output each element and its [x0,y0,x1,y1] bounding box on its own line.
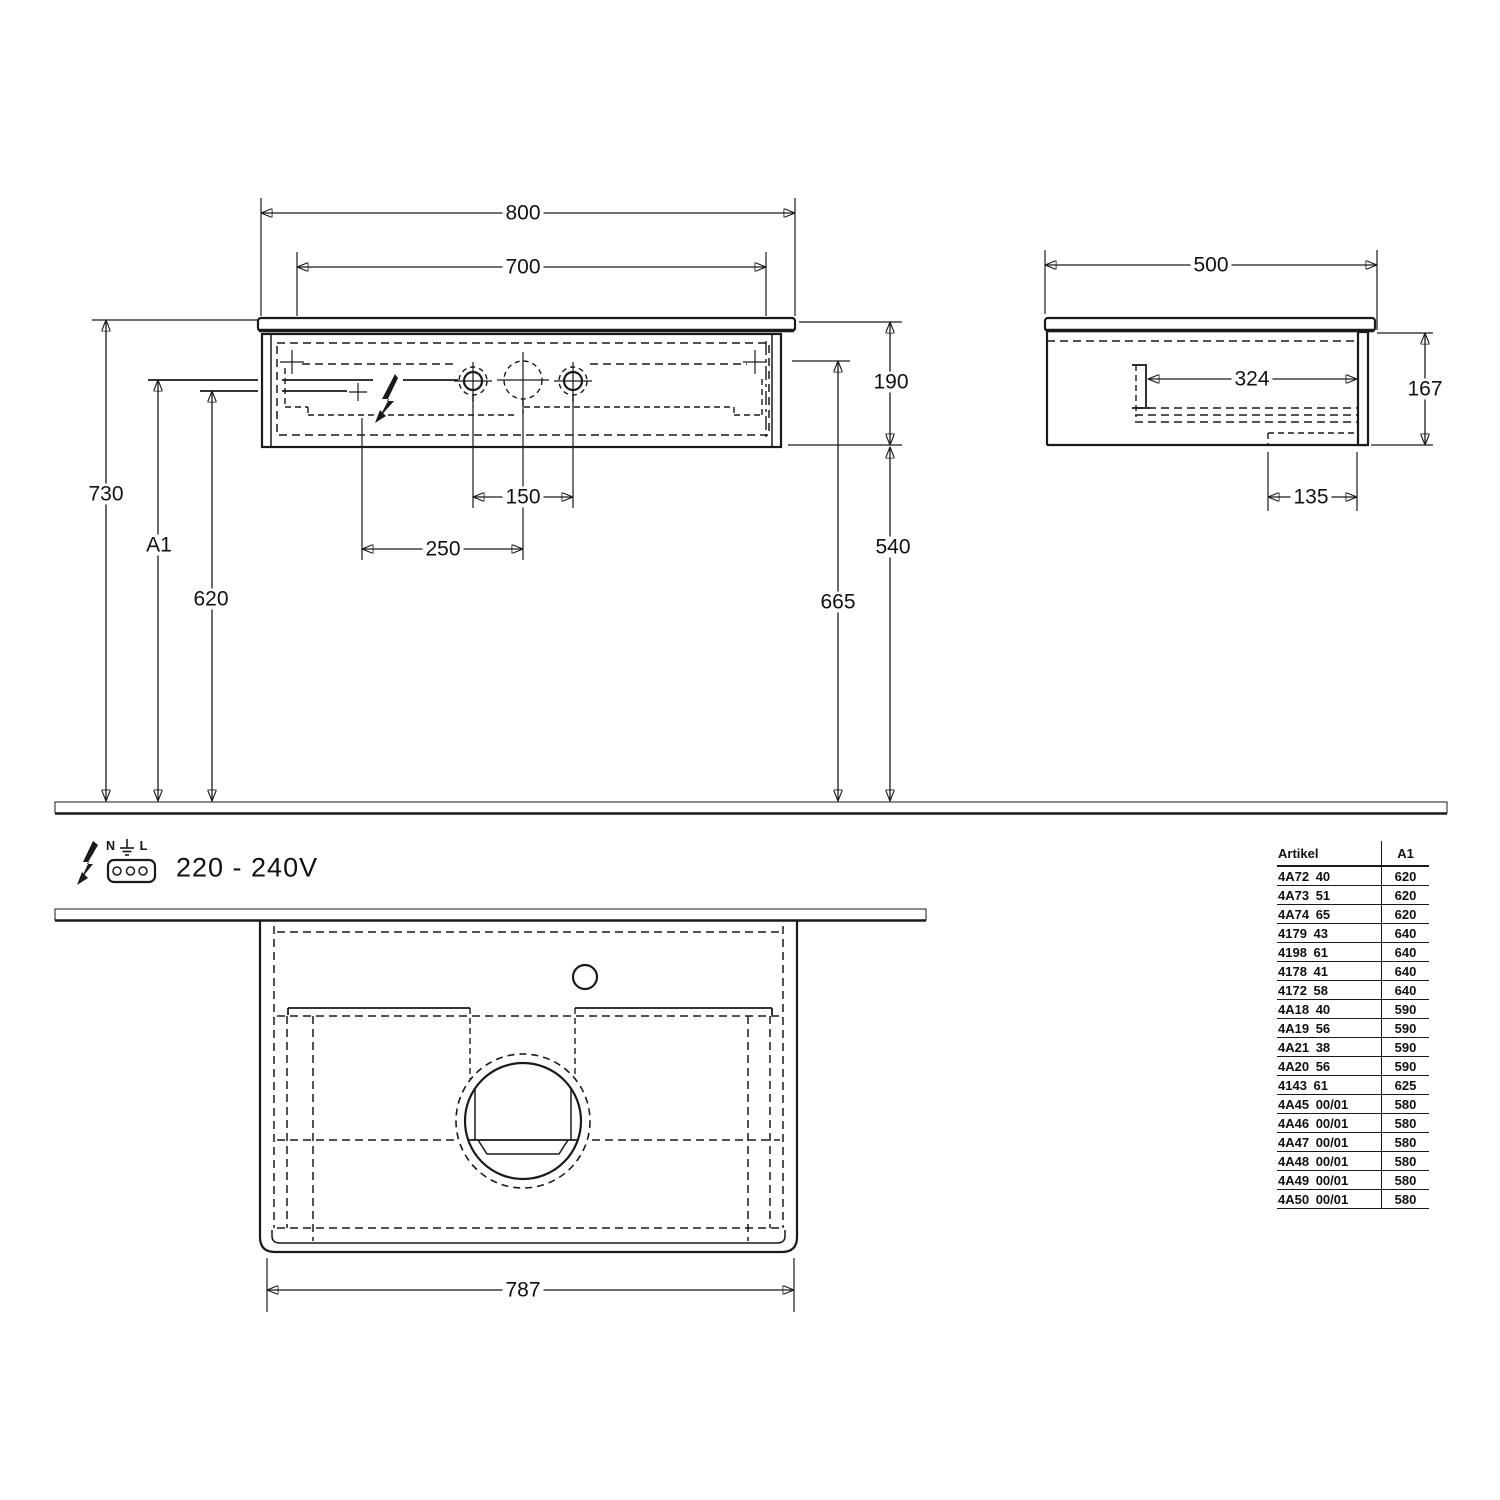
dim-label-135: 135 [1290,487,1331,508]
header-artikel: Artikel [1278,845,1319,861]
table-row: 4198 61 640 [1277,943,1429,962]
dim-label-730: 730 [85,484,126,505]
table-row: 4A18 40 590 [1277,1000,1429,1019]
table-row: 4A74 65 620 [1277,905,1429,924]
table-row: 4A50 00/01 580 [1277,1190,1429,1209]
back-panel-section [1358,332,1368,445]
article-table [1277,841,1429,1209]
neutral-label: N [105,838,116,853]
wall-line-upper [55,802,1447,814]
dim-label-665: 665 [817,592,858,613]
front-view [92,198,902,801]
table-row: 4A19 56 590 [1277,1019,1429,1038]
table-row: 4A20 56 590 [1277,1057,1429,1076]
header-a1: A1 [1381,841,1429,865]
tap-hole-plan [573,965,597,989]
wall-bracket [1132,365,1150,417]
line-label: L [139,838,148,853]
dim-label-620: 620 [190,589,231,610]
table-row: 4179 43 640 [1277,924,1429,943]
lightning-icon [77,841,98,885]
table-row: 4A21 38 590 [1277,1038,1429,1057]
plan-view [260,920,797,1312]
table-row: 4143 61 625 [1277,1076,1429,1095]
table-row: 4A45 00/01 580 [1277,1095,1429,1114]
voltage-label: 220 - 240V [176,852,319,883]
table-row: 4A72 40 620 [1277,867,1429,886]
article-table-header [1277,841,1429,867]
table-row: 4178 41 640 [1277,962,1429,981]
dim-label-190: 190 [870,372,911,393]
dim-label-540: 540 [872,537,913,558]
table-row: 4A46 00/01 580 [1277,1114,1429,1133]
basin-outline-plan [260,920,797,1252]
dim-label-324: 324 [1231,369,1272,390]
dim-label-500: 500 [1190,255,1231,276]
table-row: 4A73 51 620 [1277,886,1429,905]
dim-label-a1: A1 [143,535,175,556]
earth-ground-icon [120,839,134,855]
socket-icon [108,860,155,882]
dim-label-700: 700 [502,257,543,278]
table-row: 4A47 00/01 580 [1277,1133,1429,1152]
dim-label-787: 787 [502,1280,543,1301]
dim-label-250: 250 [422,539,463,560]
table-row: 4A48 00/01 580 [1277,1152,1429,1171]
table-row: 4172 58 640 [1277,981,1429,1000]
table-row: 4A49 00/01 580 [1277,1171,1429,1190]
dim-label-167: 167 [1404,379,1445,400]
wall-line-lower [55,909,926,921]
dim-label-150: 150 [502,487,543,508]
dim-label-800: 800 [502,203,543,224]
